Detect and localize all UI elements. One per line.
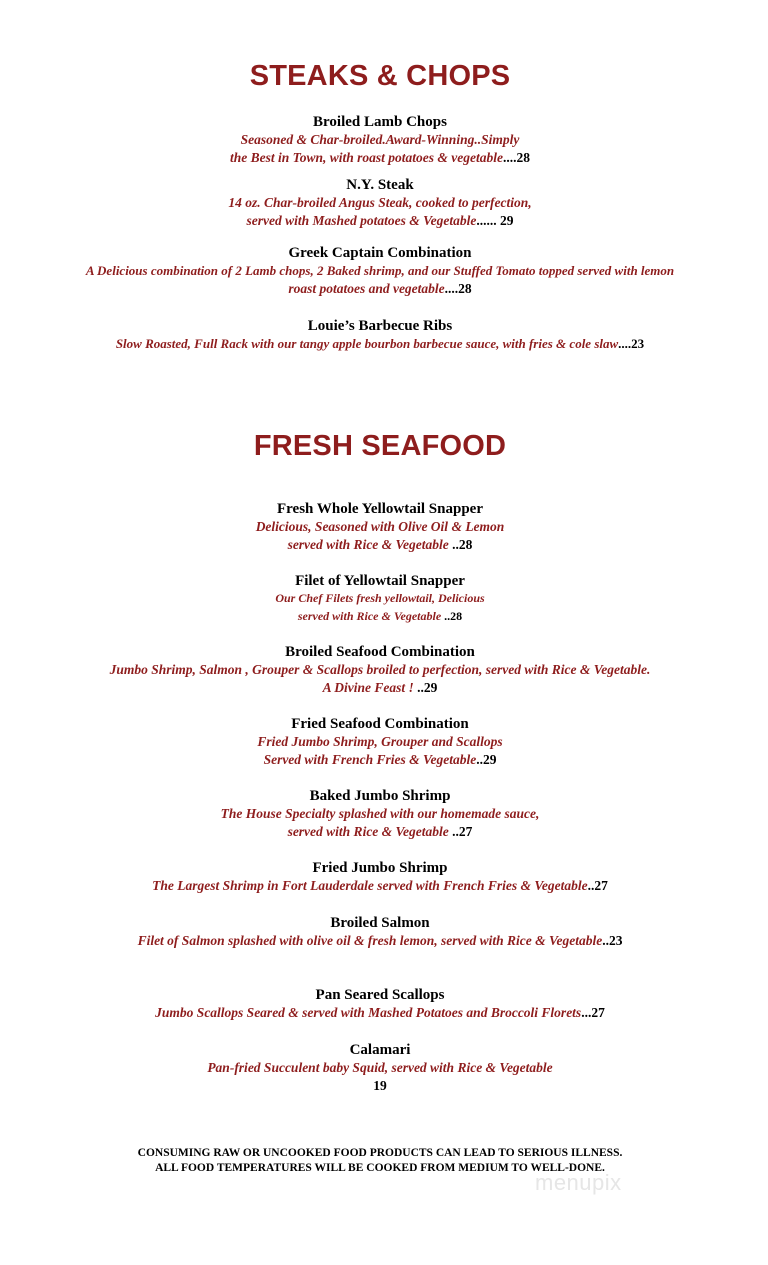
item-price: ..23 xyxy=(602,933,623,948)
item-price: ..29 xyxy=(417,679,438,695)
menu-item-broiled-seafood-combination xyxy=(0,644,760,696)
item-name: Calamari xyxy=(349,1042,411,1058)
description-line: 14 oz. Char-broiled Angus Steak, cooked to perfection, xyxy=(228,195,532,210)
description-line: A Divine Feast ! xyxy=(322,679,418,695)
item-price: ....28 xyxy=(502,149,530,165)
item-price: ...27 xyxy=(581,1005,605,1020)
item-description xyxy=(0,262,760,280)
item-description xyxy=(0,823,760,841)
description-line: served with Rice & Vegetable xyxy=(287,536,453,552)
item-price: ....23 xyxy=(618,336,645,351)
item-name: N.Y. Steak xyxy=(346,177,414,193)
description-line: Jumbo Shrimp, Salmon , Grouper & Scallops broiled to perfection, served with Rice & Vegetable. xyxy=(109,662,651,677)
item-description xyxy=(0,877,760,895)
description-line: served with Mashed potatoes & Vegetable xyxy=(246,212,477,228)
item-name: Broiled Seafood Combination xyxy=(285,644,475,660)
description-line: roast potatoes and vegetable xyxy=(288,280,445,296)
menu-item-greek-captain-combination xyxy=(0,245,760,297)
item-name: Louie’s Barbecue Ribs xyxy=(307,318,453,334)
item-description xyxy=(0,1004,760,1022)
food-safety-disclaimer xyxy=(0,1146,760,1176)
description-line: Seasoned & Char-broiled.Award-Winning..Simply xyxy=(240,132,520,147)
item-description xyxy=(0,212,760,230)
item-description xyxy=(0,1059,760,1077)
item-description xyxy=(0,194,760,212)
item-name: Pan Seared Scallops xyxy=(315,987,445,1003)
item-description xyxy=(0,590,760,608)
item-description xyxy=(0,805,760,823)
item-name: Fried Jumbo Shrimp xyxy=(312,860,448,876)
item-description xyxy=(0,1077,760,1095)
section-title-fresh-seafood: FRESH SEAFOOD xyxy=(253,430,507,462)
item-description xyxy=(0,131,760,149)
item-price: ...... 29 xyxy=(476,212,514,228)
description-line: Delicious, Seasoned with Olive Oil & Lemon xyxy=(255,519,505,534)
disclaimer-line: ALL FOOD TEMPERATURES WILL BE COOKED FROM MEDIUM TO WELL-DONE. xyxy=(155,1162,605,1174)
item-price: ..28 xyxy=(444,608,463,623)
section-title-steaks-chops: STEAKS & CHOPS xyxy=(249,60,511,92)
item-name: Broiled Salmon xyxy=(330,915,430,931)
item-description xyxy=(0,932,760,950)
item-name: Baked Jumbo Shrimp xyxy=(309,788,451,804)
item-description xyxy=(0,335,760,353)
description-line: Pan-fried Succulent baby Squid, served with Rice & Vegetable xyxy=(207,1060,553,1075)
item-price: ..27 xyxy=(587,878,608,893)
item-price: 19 xyxy=(373,1077,387,1093)
item-description xyxy=(0,536,760,554)
item-description xyxy=(0,518,760,536)
item-price: ..27 xyxy=(452,823,473,839)
item-description xyxy=(0,661,760,679)
item-name: Filet of Yellowtail Snapper xyxy=(295,573,465,589)
item-price: ..29 xyxy=(476,751,497,767)
menu-item-fresh-whole-yellowtail-snapper xyxy=(0,501,760,553)
item-name: Fresh Whole Yellowtail Snapper xyxy=(277,501,483,517)
item-price: ....28 xyxy=(444,280,472,296)
item-description xyxy=(0,679,760,697)
description-line: Filet of Salmon splashed with olive oil & fresh lemon, served with Rice & Vegetable xyxy=(137,933,603,948)
description-line: The Largest Shrimp in Fort Lauderdale served with French Fries & Vegetable xyxy=(152,878,588,893)
menu-item-fried-seafood-combination xyxy=(0,716,760,768)
item-description xyxy=(0,280,760,298)
disclaimer-line: CONSUMING RAW OR UNCOOKED FOOD PRODUCTS CAN LEAD TO SERIOUS ILLNESS. xyxy=(137,1147,623,1159)
description-line: served with Rice & Vegetable xyxy=(287,823,453,839)
description-line: Jumbo Scallops Seared & served with Mashed Potatoes and Broccoli Florets xyxy=(155,1005,582,1020)
description-line: A Delicious combination of 2 Lamb chops, 2 Baked shrimp, and our Stuffed Tomato topped served with lemon xyxy=(85,263,675,278)
description-line: Our Chef Filets fresh yellowtail, Delicious xyxy=(275,591,485,605)
menu-item-calamari xyxy=(0,1042,760,1094)
description-line: the Best in Town, with roast potatoes & vegetable xyxy=(230,149,503,165)
item-description xyxy=(0,733,760,751)
menupix-watermark: menupix xyxy=(535,1170,622,1195)
menu-item-pan-seared-scallops xyxy=(0,987,760,1022)
item-description xyxy=(0,608,760,626)
description-line: Served with French Fries & Vegetable xyxy=(263,751,477,767)
description-line: Fried Jumbo Shrimp, Grouper and Scallops xyxy=(257,734,503,749)
menu-item-broiled-lamb-chops xyxy=(0,114,760,166)
description-line: served with Rice & Vegetable xyxy=(297,608,445,623)
item-description xyxy=(0,751,760,769)
description-line: The House Specialty splashed with our homemade sauce, xyxy=(220,806,540,821)
description-line: Slow Roasted, Full Rack with our tangy apple bourbon barbecue sauce, with fries & cole slaw xyxy=(115,336,619,351)
item-name: Fried Seafood Combination xyxy=(291,716,469,732)
menu-item-filet-of-yellowtail-snapper xyxy=(0,573,760,625)
menu-item-broiled-salmon xyxy=(0,915,760,950)
menu-item-fried-jumbo-shrimp xyxy=(0,860,760,895)
item-name: Greek Captain Combination xyxy=(288,245,472,261)
item-price: ..28 xyxy=(452,536,473,552)
item-description xyxy=(0,149,760,167)
menu-item-baked-jumbo-shrimp xyxy=(0,788,760,840)
menu-item-louies-barbecue-ribs xyxy=(0,318,760,353)
item-name: Broiled Lamb Chops xyxy=(313,114,447,130)
menu-item-ny-steak xyxy=(0,177,760,229)
